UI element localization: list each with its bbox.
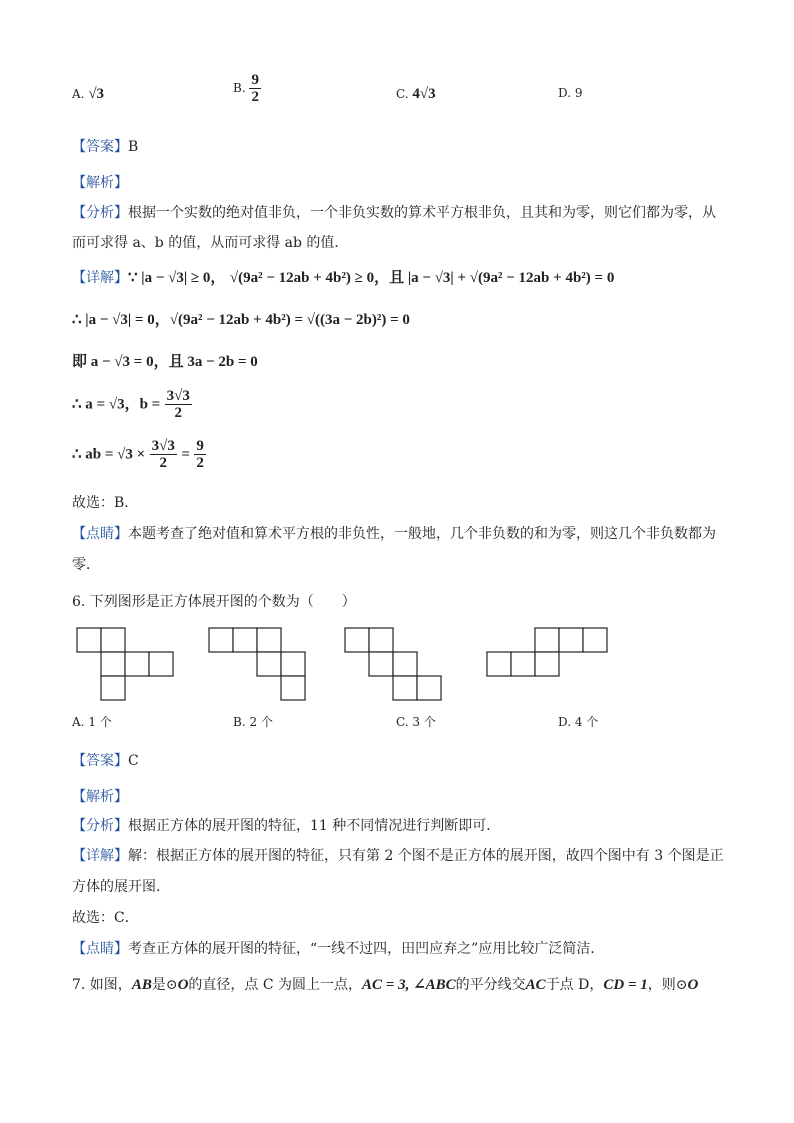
q6-option-b: B. 2 个 (233, 715, 273, 729)
q5-analysis-tag: 【解析】 (72, 175, 128, 191)
q5-xiangjie-line5: ∴ ab = √3 × $\frac{3√3}{2}$ = $\frac{9}{2}$ (72, 438, 204, 471)
q7-stem: 7. 如图，AB是⊙O的直径，点 C 为圆上一点，AC = 3, ∠ABC的平分线交AC于点 D，CD = 1，则⊙O (72, 977, 699, 993)
q5-choose: 故选：B． (72, 495, 139, 511)
q6-xiangjie-line2: 方体的展开图． (72, 879, 170, 895)
q6-dianjing: 【点睛】考查正方体的展开图的特征，“一线不过四，田凹应弃之”应用比较广泛简洁． (72, 941, 605, 957)
q5-option-d: D. 9 (558, 86, 583, 100)
q5-option-b: B. $\frac{9}{2}$ (233, 72, 259, 105)
q5-option-c: C. 4√3 (396, 86, 436, 102)
q5-dianjing-line1: 【点睛】本题考查了绝对值和算术平方根的非负性，一般地，几个非负数的和为零，则这几个非负数都为 (72, 526, 716, 542)
q5-option-c-value: 4√3 (412, 86, 436, 102)
q6-option-c: C. 3 个 (396, 715, 436, 729)
q5-xiangjie-line1: 【详解】∵ |a − √3| ≥ 0， √(9a² − 12ab + 4b²) ≥ 0，且 |a − √3| + √(9a² − 12ab + 4b²) = 0 (72, 270, 615, 286)
q6-fenxi: 【分析】根据正方体的展开图的特征，11 种不同情况进行判断即可． (72, 818, 501, 834)
q6-option-d: D. 4 个 (558, 715, 599, 729)
q6-answer: 【答案】C (72, 753, 139, 769)
q5-option-a-value: √3 (88, 86, 105, 102)
cube-net-1 (77, 628, 173, 700)
q5-xiangjie-line3: 即 a − √3 = 0，且 3a − 2b = 0 (72, 354, 258, 370)
q6-xiangjie-line1: 【详解】解：根据正方体的展开图的特征，只有第 2 个图不是正方体的展开图，故四个图中有 3 个图是正 (72, 848, 724, 864)
q5-fenxi-line1: 【分析】根据一个实数的绝对值非负，一个非负实数的算术平方根非负，且其和为零，则它们都为零，从 (72, 205, 716, 221)
q5-xiangjie-line4: ∴ a = √3，b = $\frac{3√3}{2}$ (72, 388, 190, 421)
q6-analysis-tag: 【解析】 (72, 789, 128, 805)
q5-option-a: A. √3 (72, 86, 105, 102)
q6-title: 6. 下列图形是正方体展开图的个数为（ ） (72, 594, 356, 610)
q5-answer: 【答案】B (72, 139, 139, 155)
cube-net-3 (345, 628, 441, 700)
q5-dianjing-line2: 零． (72, 557, 100, 573)
cube-net-4 (487, 628, 607, 676)
cube-net-2 (209, 628, 305, 700)
q5-option-b-fraction: $\frac{9}{2}$ (251, 72, 259, 105)
q6-choose: 故选：C． (72, 910, 139, 926)
q5-fenxi-line2: 而可求得 a、b 的值，从而可求得 ab 的值． (72, 235, 349, 251)
q6-option-a: A. 1 个 (72, 715, 112, 729)
q5-xiangjie-line2: ∴ |a − √3| = 0，√(9a² − 12ab + 4b²) = √((3a − 2b)²) = 0 (72, 312, 410, 328)
